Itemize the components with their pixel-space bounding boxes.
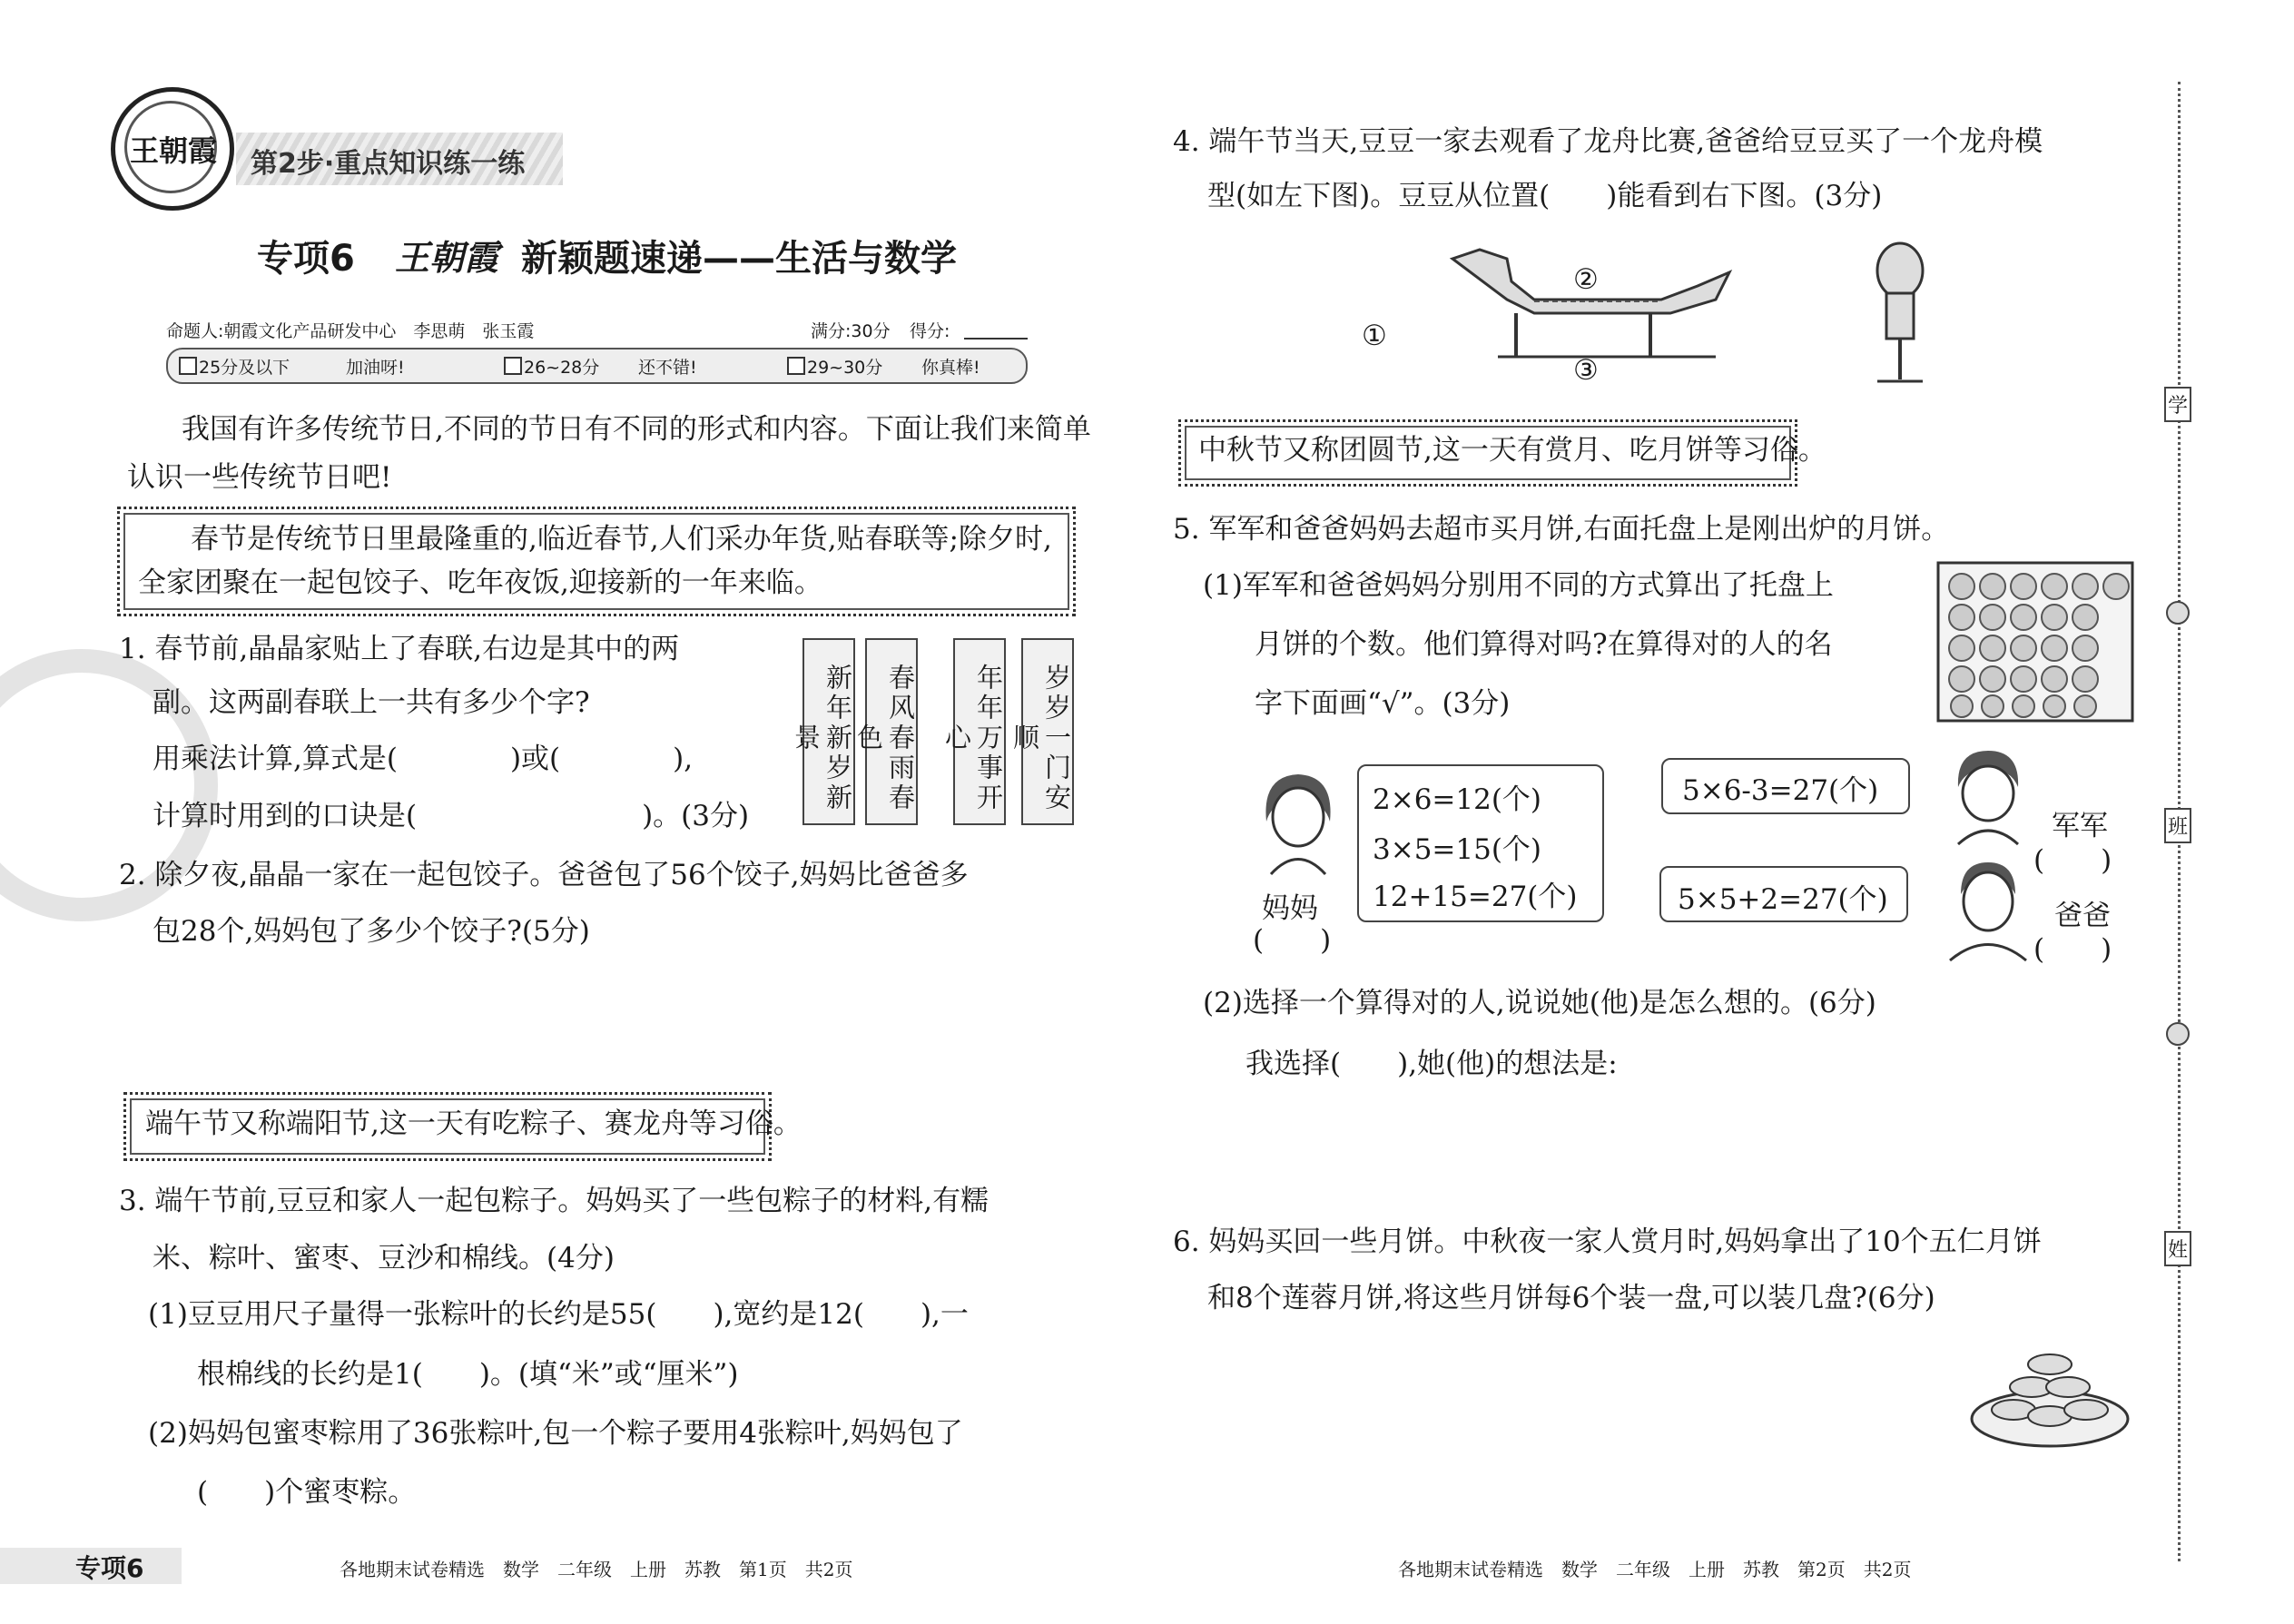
question-2-line: 包28个,妈妈包了多少个饺子?(5分) xyxy=(153,915,590,948)
footer-page-info: 各地期末试卷精选 数学 二年级 上册 苏教 第1页 共2页 xyxy=(340,1559,853,1580)
binding-hole xyxy=(2166,601,2190,625)
position-3: ③ xyxy=(1573,354,1599,387)
score-underline xyxy=(964,338,1028,340)
footer-section-tag: 专项6 xyxy=(75,1553,144,1583)
margin-label: 班 xyxy=(2164,808,2191,843)
page-title: 新颖题速递——生活与数学 xyxy=(521,238,957,280)
jun-avatar xyxy=(1947,746,2029,846)
question-2-line: 2. 除夕夜,晶晶一家在一起包饺子。爸爸包了56个饺子,妈妈比爸爸多 xyxy=(119,859,969,891)
level-label: 26~28分 xyxy=(524,358,600,378)
question-5-line: 字下面画“√”。(3分) xyxy=(1255,687,1511,720)
mooncake-tray-figure xyxy=(1936,561,2134,723)
question-3-line: 3. 端午节前,豆豆和家人一起包粽子。妈妈买了一些包粽子的材料,有糯 xyxy=(119,1185,989,1217)
question-3-line: (2)妈妈包蜜枣粽用了36张粽叶,包一个粽子要用4张粽叶,妈妈包了 xyxy=(148,1417,963,1450)
score-field: 得分: xyxy=(910,321,950,341)
level-label: 25分及以下 xyxy=(199,358,290,378)
question-3-line: 米、粽叶、蜜枣、豆沙和棉线。(4分) xyxy=(153,1242,615,1275)
info-text: 端午节又称端阳节,这一天有吃粽子、赛龙舟等习俗。 xyxy=(145,1107,802,1140)
brand-logo xyxy=(111,87,234,211)
intro-line: 我国有许多传统节日,不同的节日有不同的形式和内容。下面让我们来简单 xyxy=(182,413,1091,446)
position-2: ② xyxy=(1573,263,1599,296)
couplet-scroll: 岁岁一门安顺 xyxy=(1021,638,1074,825)
question-5-line: (1)军军和爸爸妈妈分别用不同的方式算出了托盘上 xyxy=(1203,569,1834,602)
couplet-scroll: 春风春雨春色 xyxy=(865,638,918,825)
mom-answer-blank[interactable]: ( ) xyxy=(1253,924,1332,957)
question-1-line: 计算时用到的口诀是( )。(3分) xyxy=(153,800,750,832)
checkbox[interactable] xyxy=(787,357,805,375)
margin-label: 学 xyxy=(2164,387,2191,422)
question-1-line: 1. 春节前,晶晶家贴上了春联,右边是其中的两 xyxy=(119,633,680,665)
info-text: 全家团聚在一起包饺子、吃年夜饭,迎接新的一年来临。 xyxy=(138,566,822,599)
level-comment: 加油呀! xyxy=(346,358,405,378)
step-label: 第2步·重点知识练一练 xyxy=(251,148,526,180)
full-score: 满分:30分 xyxy=(811,321,891,341)
jun-name: 军军 xyxy=(2052,810,2108,842)
dad-name: 爸爸 xyxy=(2054,900,2111,932)
dad-calc: 5×5+2=27(个) xyxy=(1678,883,1888,916)
question-5-line: (2)选择一个算得对的人,说说她(他)是怎么想的。(6分) xyxy=(1203,987,1876,1019)
checkbox[interactable] xyxy=(179,357,197,375)
mom-name: 妈妈 xyxy=(1262,892,1318,925)
footer-page-info: 各地期末试卷精选 数学 二年级 上册 苏教 第2页 共2页 xyxy=(1398,1559,1912,1580)
couplet-scroll: 年年万事开心 xyxy=(953,638,1006,825)
jun-calc: 5×6-3=27(个) xyxy=(1682,774,1879,807)
checkbox[interactable] xyxy=(504,357,522,375)
position-1: ① xyxy=(1362,320,1387,352)
logo-text: 王朝霞 xyxy=(130,133,218,168)
mooncake-plate-figure xyxy=(1968,1333,2132,1451)
binding-hole xyxy=(2166,1022,2190,1046)
level-comment: 你真棒! xyxy=(921,358,980,378)
question-4-line: 型(如左下图)。豆豆从位置( )能看到右下图。(3分) xyxy=(1207,180,1883,212)
level-comment: 还不错! xyxy=(638,358,697,378)
question-4-line: 4. 端午节当天,豆豆一家去观看了龙舟比赛,爸爸给豆豆买了一个龙舟模 xyxy=(1173,125,2043,158)
question-6-line: 6. 妈妈买回一些月饼。中秋夜一家人赏月时,妈妈拿出了10个五仁月饼 xyxy=(1173,1225,2042,1258)
info-text: 中秋节又称团圆节,这一天有赏月、吃月饼等习俗。 xyxy=(1198,434,1826,467)
mom-calc-line: 2×6=12(个) xyxy=(1373,783,1542,816)
question-1-line: 用乘法计算,算式是( )或( ), xyxy=(153,743,694,775)
couplet-scroll: 新年新岁新景 xyxy=(802,638,855,825)
question-3-line: (1)豆豆用尺子量得一张粽叶的长约是55( ),宽约是12( ),一 xyxy=(148,1298,969,1331)
jun-answer-blank[interactable]: ( ) xyxy=(2033,844,2112,877)
dad-avatar xyxy=(1943,858,2033,962)
dad-answer-blank[interactable]: ( ) xyxy=(2033,933,2112,966)
question-1-line: 副。这两副春联上一共有多少个字? xyxy=(153,686,590,719)
mom-calc-line: 12+15=27(个) xyxy=(1373,881,1578,913)
info-text: 春节是传统节日里最隆重的,临近春节,人们采办年货,贴春联等;除夕时, xyxy=(191,523,1052,556)
level-label: 29~30分 xyxy=(807,358,883,378)
margin-label: 姓 xyxy=(2164,1231,2191,1266)
question-6-line: 和8个莲蓉月饼,将这些月饼每6个装一盘,可以装几盘?(6分) xyxy=(1207,1282,1935,1314)
question-5-line: 5. 军军和爸爸妈妈去超市买月饼,右面托盘上是刚出炉的月饼。 xyxy=(1173,513,1950,546)
question-3-line: ( )个蜜枣粽。 xyxy=(197,1476,417,1509)
mom-calc-line: 3×5=15(个) xyxy=(1373,833,1542,866)
question-3-line: 根棉线的长约是1( )。(填“米”或“厘米”) xyxy=(197,1358,739,1391)
question-5-line: 月饼的个数。他们算得对吗?在算得对的人的名 xyxy=(1255,628,1833,661)
dragon-front-view-figure xyxy=(1868,234,1932,398)
question-5-line: 我选择( ),她(他)的想法是: xyxy=(1245,1048,1618,1080)
score-level-bar xyxy=(166,348,1028,384)
section-number: 专项6 xyxy=(257,238,355,280)
mom-avatar xyxy=(1253,767,1344,876)
authors-line: 命题人:朝霞文化产品研发中心 李思萌 张玉霞 xyxy=(166,321,535,341)
title-brand-logo: 王朝霞 xyxy=(395,237,499,278)
intro-line: 认识一些传统节日吧! xyxy=(127,461,392,494)
